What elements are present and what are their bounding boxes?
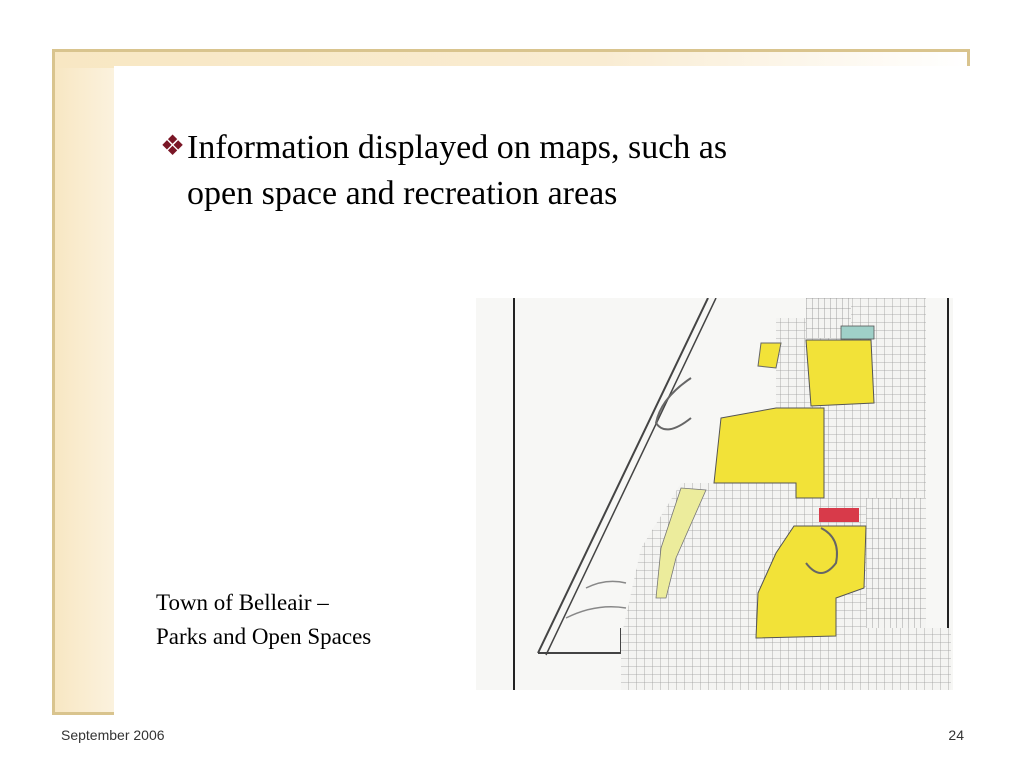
footer-page-number: 24 (948, 727, 964, 743)
bullet-text-line-2: open space and recreation areas (187, 175, 618, 212)
map-highlight-red (819, 508, 859, 522)
diamond-bullet-icon: ❖ (160, 131, 186, 162)
map-caption (156, 586, 371, 654)
footer-date: September 2006 (61, 727, 165, 743)
parks-map-image (476, 298, 953, 690)
bullet-text (187, 125, 727, 217)
caption-line-2: Parks and Open Spaces (156, 624, 372, 649)
parks-map-drawing (476, 298, 953, 690)
map-highlight-teal (841, 326, 874, 339)
bullet-item (160, 125, 950, 217)
map-park-northeast (806, 340, 874, 406)
bullet-text-line-1: Information displayed on maps, such as (187, 129, 728, 166)
caption-line-1: Town of Belleair – (156, 590, 329, 615)
